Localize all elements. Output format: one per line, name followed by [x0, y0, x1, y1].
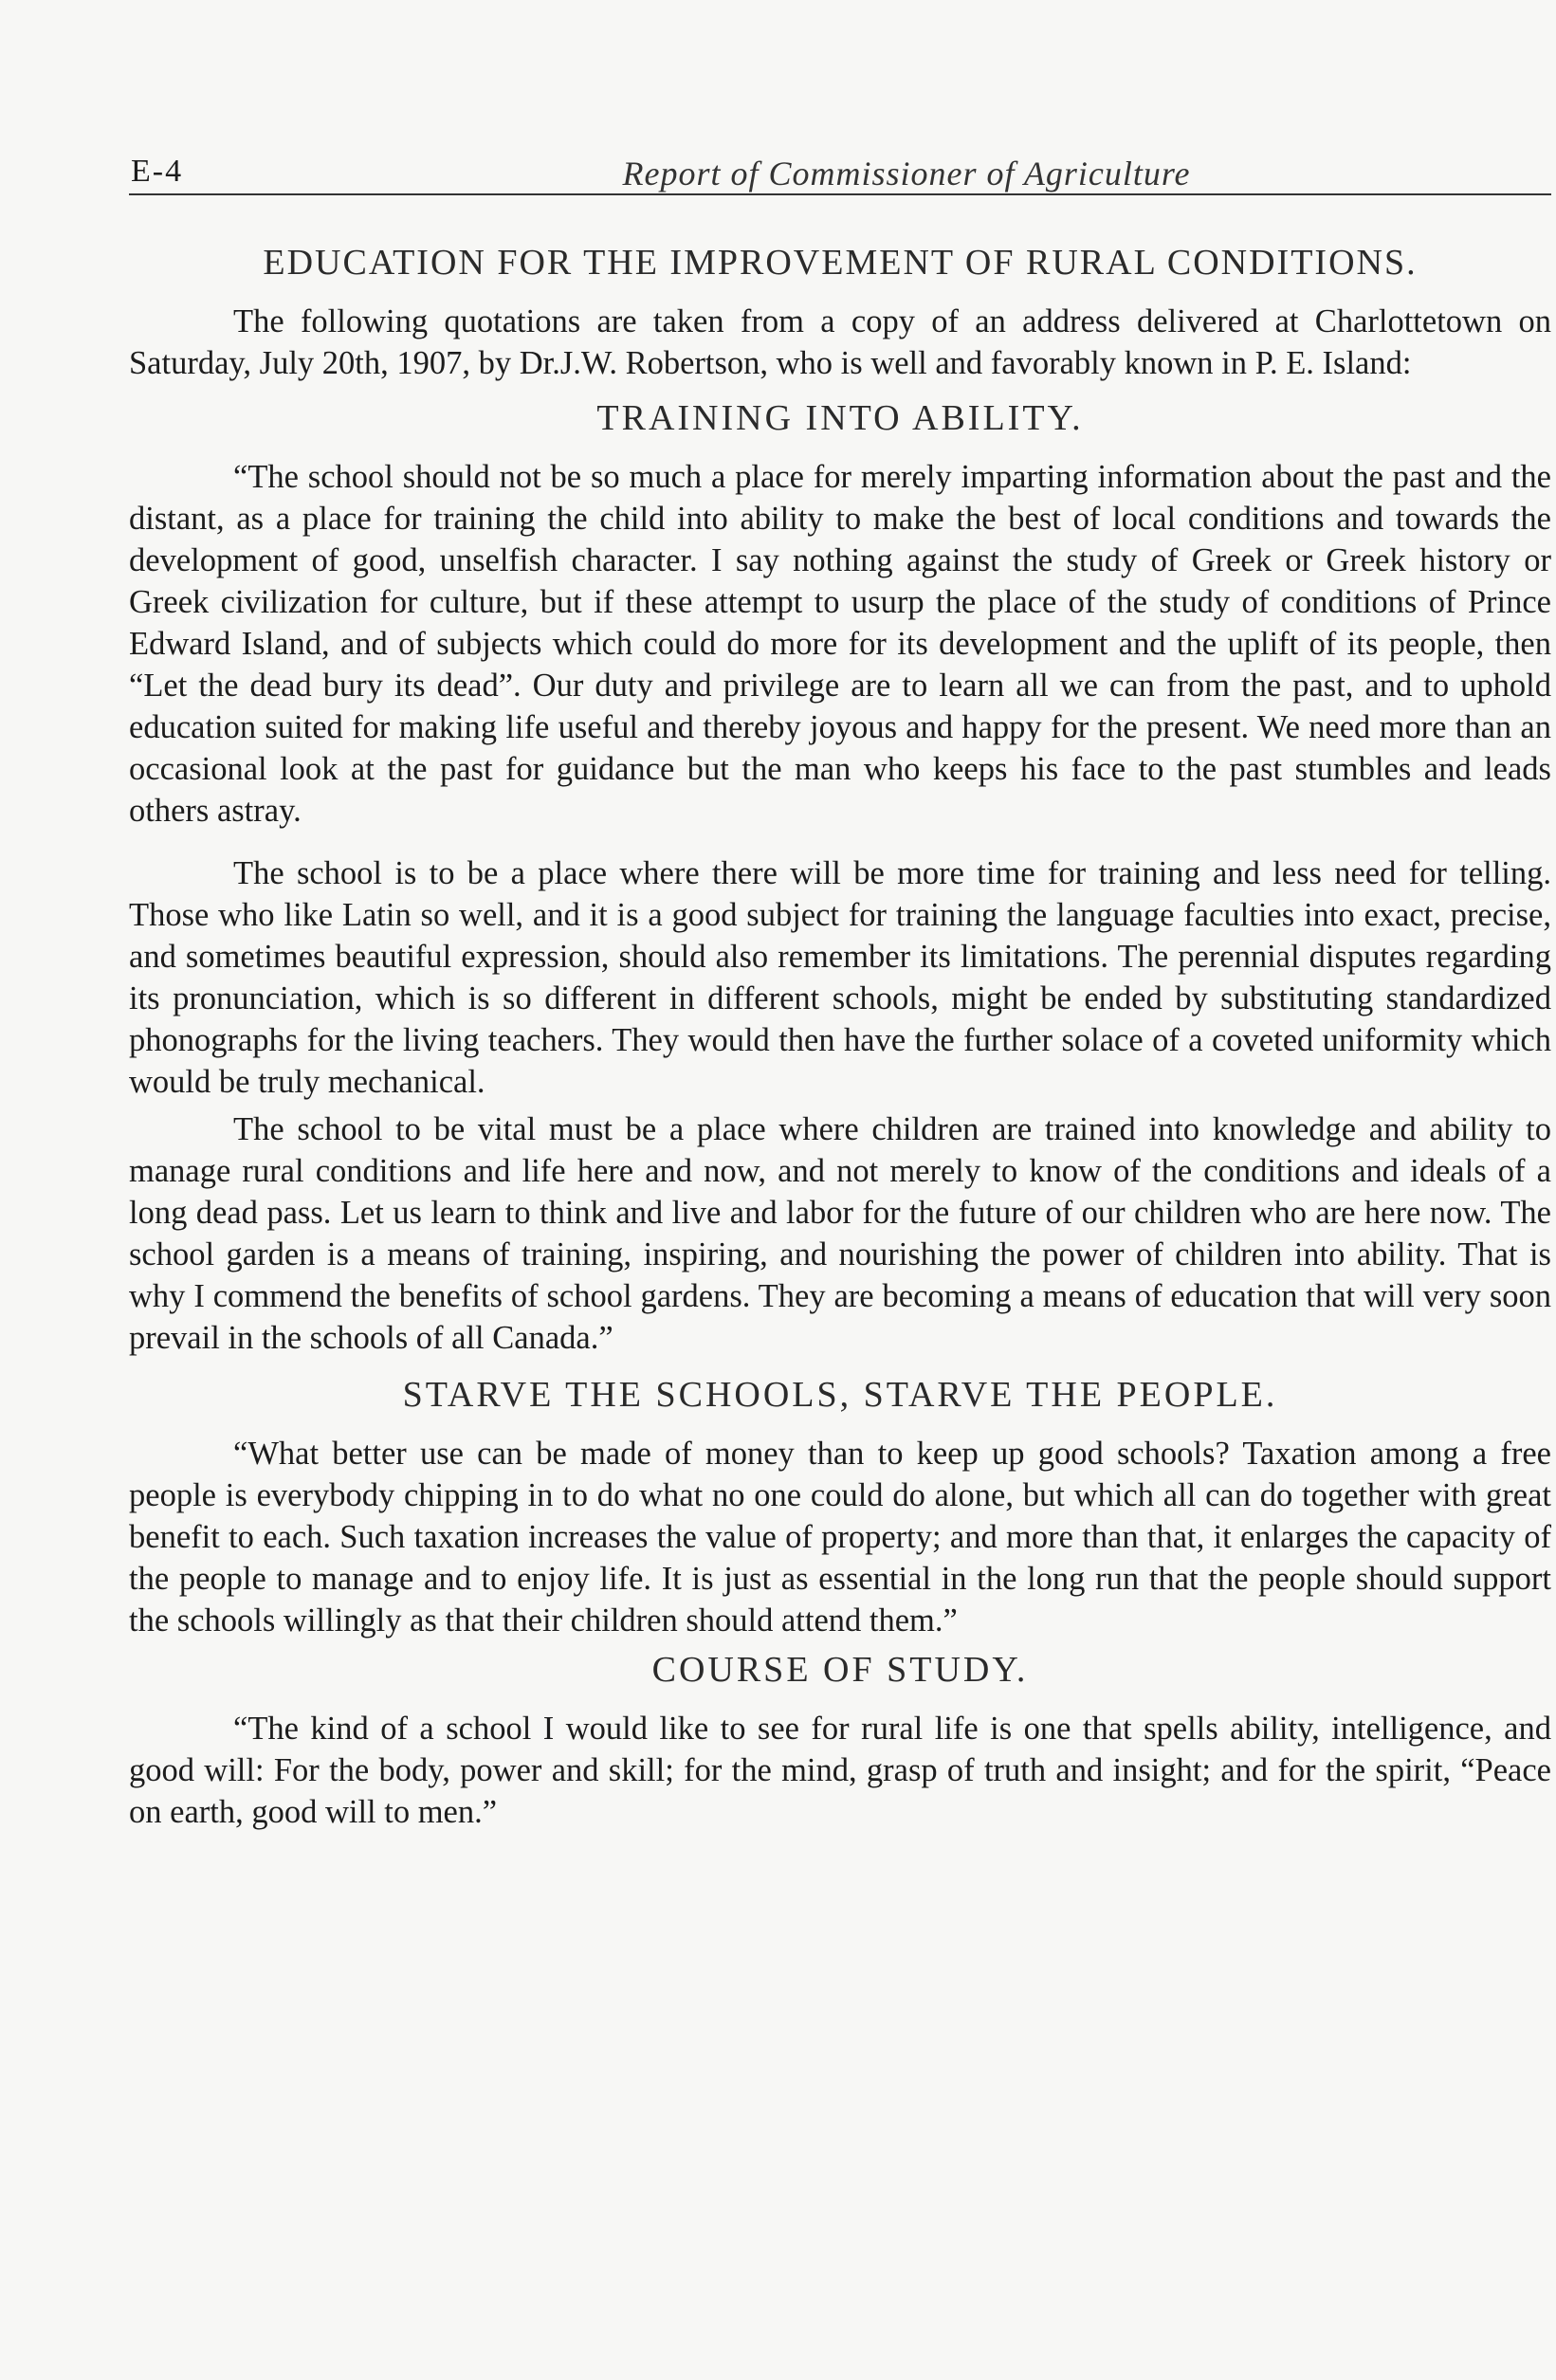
- paragraph: The school is to be a place where there will be more time for training and less need for telling. Those who like Latin so well, and it is a good subject for training the language faculties into exact, precise, and sometimes beautiful expression, should also remember its limitations. The perennial disputes regarding its pronunciation, which is so different in different schools, might be ended by substituting standardized phonographs for the living teachers. They would then have the further solace of a coveted uniformity which would be truly mechanical.: [129, 855, 1551, 1100]
- intro-paragraph: The following quotations are taken from a copy of an address delivered at Charlottetown on Saturday, July 20th, 1907, by Dr.J.W. Robertson, who is well and favorably known in P. E. Island:: [129, 303, 1551, 381]
- paragraph: The school to be vital must be a place where children are trained into knowledge and ability to manage rural conditions and life here and now, and not merely to know of the conditions and ideals of a long dead pass. Let us learn to think and live and labor for the future of our children who are here now. The school garden is a means of training, inspiring, and nourishing the power of children into ability. That is why I commend the benefits of school gardens. They are becoming a means of education that will very soon prevail in the schools of all Canada.”: [129, 1111, 1551, 1356]
- section-heading-starve: STARVE THE SCHOOLS, STARVE THE PEOPLE.: [402, 1375, 1278, 1415]
- article-body: [129, 242, 1551, 1833]
- article-title: EDUCATION FOR THE IMPROVEMENT OF RURAL CONDITIONS.: [263, 243, 1418, 283]
- paragraph: “The school should not be so much a place for merely imparting information about the past and the distant, as a place for training the child into ability to make the best of local conditions and towards the development of good, unselfish character. I say nothing against the study of Greek or Greek history or Greek civilization for culture, but if these attempt to usurp the place of the study of conditions of Prince Edward Island, and of subjects which could do more for its development and the uplift of its people, then “Let the dead bury its dead”. Our duty and privilege are to learn all we can from the past, and to uphold education suited for making life useful and thereby joyous and happy for the present. We need more than an occasional look at the past for guidance but the man who keeps his face to the past stumbles and leads others astray.: [129, 459, 1551, 829]
- section-heading-training: TRAINING INTO ABILITY.: [596, 398, 1084, 438]
- page-header: [129, 152, 1551, 195]
- page-number: E-4: [131, 154, 184, 189]
- paragraph: “What better use can be made of money than to keep up good schools? Taxation among a free people is everybody chipping in to do what no one could do alone, but which all can do together with great benefit to each. Such taxation increases the value of property; and more than that, it enlarges the capacity of the people to manage and to enjoy life. It is just as essential in the long run that the people should support the schools willingly as that their children should attend them.”: [129, 1436, 1551, 1639]
- running-title: Report of Commissioner of Agriculture: [622, 155, 1191, 192]
- paragraph: “The kind of a school I would like to see for rural life is one that spells ability, intelligence, and good will: For the body, power and skill; for the mind, grasp of truth and insight; and for the spirit, “Peace on earth, good will to men.”: [129, 1711, 1551, 1830]
- section-heading-course: COURSE OF STUDY.: [651, 1650, 1029, 1690]
